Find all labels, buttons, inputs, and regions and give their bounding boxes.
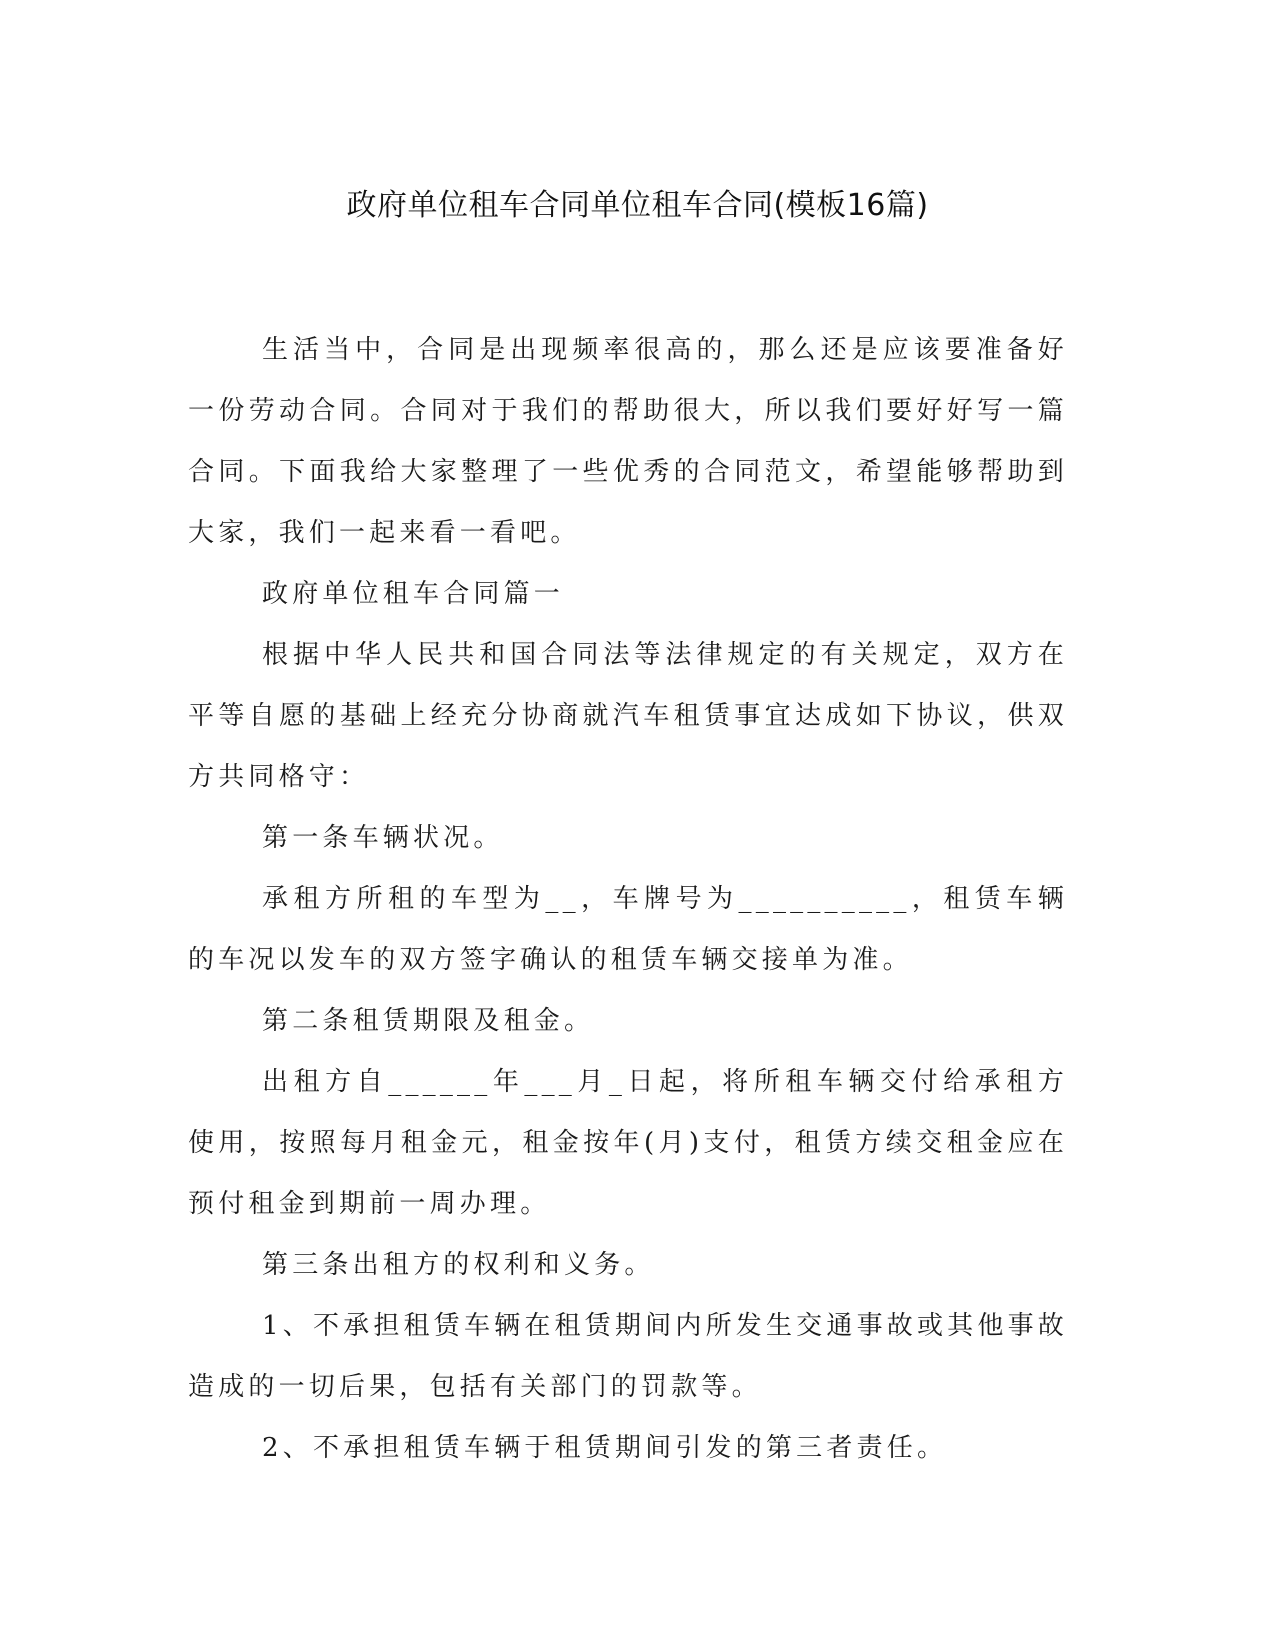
section-heading-part-one: 政府单位租车合同篇一 <box>262 579 565 609</box>
paragraph-vehicle-status: 承租方所租的车型为__，车牌号为__________，租赁车辆的车况以发车的双方签字确认的租赁车辆交接单为准。 <box>188 884 1068 975</box>
paragraph-lease-term: 出租方自______年___月_日起，将所租车辆交付给承租方使用，按照每月租金元，租金按年(月)支付，租赁方续交租金应在预付租金到期前一周办理。 <box>188 1067 1068 1219</box>
paragraph-intro: 生活当中，合同是出现频率很高的，那么还是应该要准备好一份劳动合同。合同对于我们的帮助很大，所以我们要好好写一篇合同。下面我给大家整理了一些优秀的合同范文，希望能够帮助到大家，我们一起来看一看吧。 <box>188 335 1068 548</box>
document-body <box>188 320 1068 1479</box>
article-heading-3: 第三条出租方的权利和义务。 <box>262 1250 655 1280</box>
paragraph-preamble: 根据中华人民共和国合同法等法律规定的有关规定，双方在平等自愿的基础上经充分协商就汽车租赁事宜达成如下协议，供双方共同格守： <box>188 640 1068 792</box>
paragraph-clause-1: 1、不承担租赁车辆在租赁期间内所发生交通事故或其他事故造成的一切后果，包括有关部门的罚款等。 <box>188 1311 1068 1402</box>
article-heading-1: 第一条车辆状况。 <box>262 823 504 853</box>
paragraph-clause-2: 2、不承担租赁车辆于租赁期间引发的第三者责任。 <box>262 1433 948 1463</box>
article-heading-2: 第二条租赁期限及租金。 <box>262 1006 595 1036</box>
document-title: 政府单位租车合同单位租车合同(模板16篇) <box>346 188 929 223</box>
